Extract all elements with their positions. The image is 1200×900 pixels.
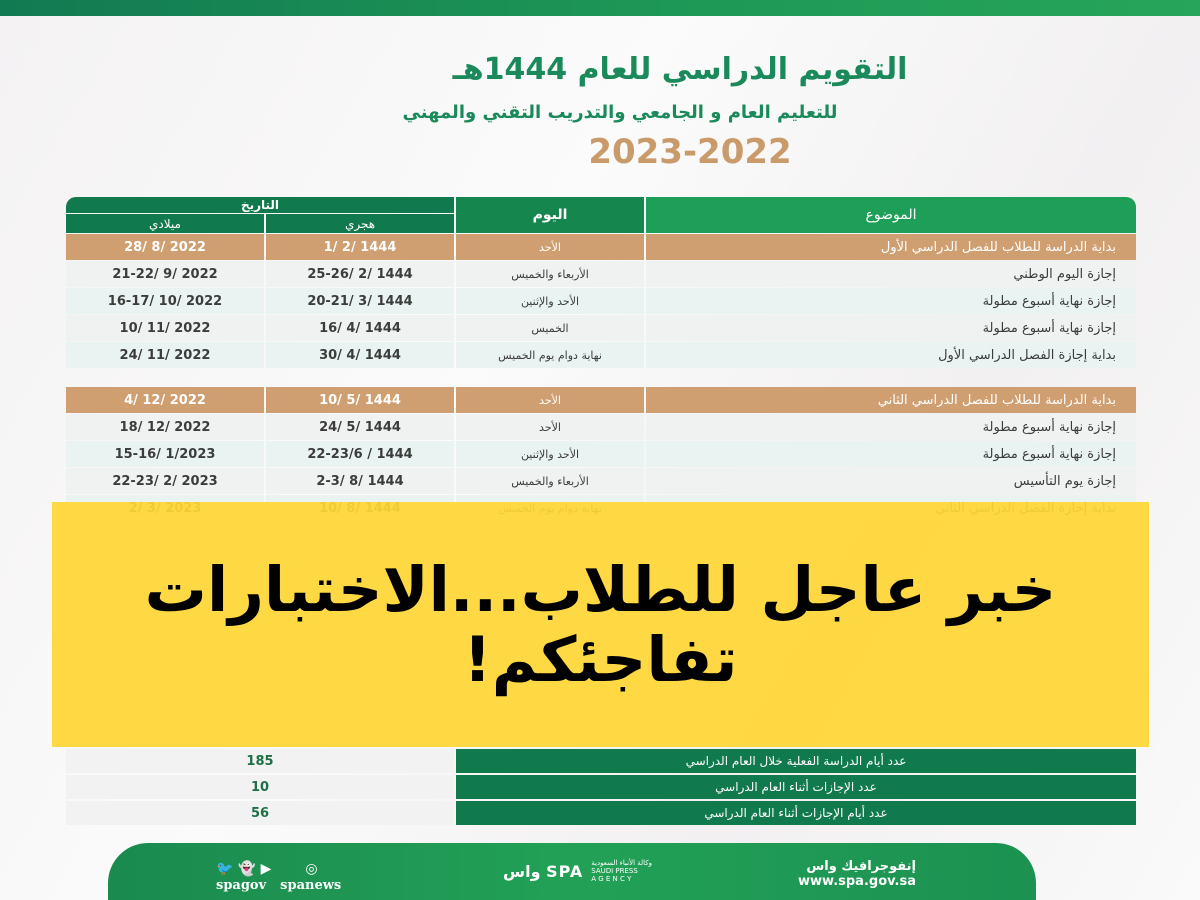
cell-subject: إجازة نهاية أسبوع مطولة: [646, 414, 1136, 440]
footer: [108, 843, 1036, 900]
page-subtitle: للتعليم العام و الجامعي والتدريب التقني والمهني: [402, 102, 838, 123]
summary-label: عدد أيام الإجازات أثناء العام الدراسي: [456, 801, 1136, 825]
spa-logo-mark: واس SPA: [503, 861, 584, 881]
table-row: [66, 315, 1136, 341]
cell-hijri: 25-26/ 2/ 1444: [266, 261, 454, 287]
table-row: [66, 288, 1136, 314]
table-row: [66, 261, 1136, 287]
cell-day: الأحد والإثنين: [456, 288, 644, 314]
instagram-icon[interactable]: ◎: [305, 861, 318, 877]
cell-subject: إجازة اليوم الوطني: [646, 261, 1136, 287]
summary-label: عدد أيام الدراسة الفعلية خلال العام الدراسي: [456, 749, 1136, 773]
spa-name-en: SAUDI PRESS: [591, 867, 638, 875]
social-links: [216, 861, 341, 893]
table-row: [66, 468, 1136, 494]
cell-gregorian: 21-22/ 9/ 2022: [66, 261, 264, 287]
calendar-table: [66, 197, 1136, 521]
cell-subject: بداية إجازة الفصل الدراسي الأول: [646, 342, 1136, 368]
breaking-news-banner: [52, 502, 1149, 747]
table-row: [66, 387, 1136, 413]
summary-value: 185: [66, 749, 454, 773]
summary-row: [66, 749, 1136, 773]
cell-hijri: 30/ 4/ 1444: [266, 342, 454, 368]
page-title: التقويم الدراسي للعام 1444هـ: [452, 52, 908, 87]
brand: [798, 859, 916, 889]
cell-hijri: 16/ 4/ 1444: [266, 315, 454, 341]
summary-label: عدد الإجازات أثناء العام الدراسي: [456, 775, 1136, 799]
cell-subject: إجازة نهاية أسبوع مطولة: [646, 441, 1136, 467]
cell-subject: إجازة نهاية أسبوع مطولة: [646, 315, 1136, 341]
cell-day: نهاية دوام يوم الخميس: [456, 342, 644, 368]
cell-hijri: 2-3/ 8/ 1444: [266, 468, 454, 494]
cell-hijri: 1/ 2/ 1444: [266, 234, 454, 260]
table-row: [66, 441, 1136, 467]
cell-day: الأحد: [456, 387, 644, 413]
table-header: [66, 197, 1136, 233]
summary-row: [66, 801, 1136, 825]
cell-day: الأربعاء والخميس: [456, 468, 644, 494]
cell-gregorian: 16-17/ 10/ 2022: [66, 288, 264, 314]
summary-value: 56: [66, 801, 454, 825]
cell-subject: إجازة يوم التأسيس: [646, 468, 1136, 494]
handle-spagov[interactable]: spagov: [216, 878, 267, 893]
cell-day: الأحد: [456, 414, 644, 440]
cell-gregorian: 15-16/ 1/2023: [66, 441, 264, 467]
cell-gregorian: 22-23/ 2/ 2023: [66, 468, 264, 494]
cell-gregorian: 24/ 11/ 2022: [66, 342, 264, 368]
col-hijri: هجري: [266, 214, 454, 233]
handle-spanews[interactable]: spanews: [280, 878, 342, 893]
spa-name-ar: وكالة الأنباء السعودية: [591, 859, 652, 867]
social-icons[interactable]: 🐦 👻 ▶: [216, 861, 272, 877]
spa-name-en2: A G E N C Y: [591, 875, 632, 883]
cell-day: الخميس: [456, 315, 644, 341]
spa-logo: [503, 859, 652, 883]
table-row: [66, 342, 1136, 368]
col-gregorian: ميلادي: [66, 214, 264, 233]
cell-gregorian: 18/ 12/ 2022: [66, 414, 264, 440]
cell-hijri: 10/ 5/ 1444: [266, 387, 454, 413]
cell-day: الأحد والإثنين: [456, 441, 644, 467]
table-row: [66, 234, 1136, 260]
cell-gregorian: 4/ 12/ 2022: [66, 387, 264, 413]
cell-subject: بداية الدراسة للطلاب للفصل الدراسي الثاني: [646, 387, 1136, 413]
cell-day: الأربعاء والخميس: [456, 261, 644, 287]
brand-name: إنفوجرافيك واس: [806, 859, 916, 874]
banner-headline-line1: خبر عاجل للطلاب...الاختبارات: [144, 552, 1057, 626]
col-subject: الموضوع: [646, 197, 1136, 233]
cell-gregorian: 28/ 8/ 2022: [66, 234, 264, 260]
cell-day: الأحد: [456, 234, 644, 260]
cell-hijri: 22-23/6 / 1444: [266, 441, 454, 467]
cell-hijri: 24/ 5/ 1444: [266, 414, 454, 440]
col-day: اليوم: [456, 197, 644, 233]
cell-subject: بداية الدراسة للطلاب للفصل الدراسي الأول: [646, 234, 1136, 260]
cell-subject: إجازة نهاية أسبوع مطولة: [646, 288, 1136, 314]
table-row: [66, 414, 1136, 440]
website-link[interactable]: www.spa.gov.sa: [798, 874, 916, 889]
top-green-band: [0, 0, 1200, 16]
summary-value: 10: [66, 775, 454, 799]
cell-hijri: 20-21/ 3/ 1444: [266, 288, 454, 314]
year-range: 2023-2022: [588, 132, 792, 172]
col-date: التاريخ: [66, 197, 454, 213]
summary-row: [66, 775, 1136, 799]
banner-headline-line2: تفاجئكم!: [463, 622, 738, 696]
cell-gregorian: 10/ 11/ 2022: [66, 315, 264, 341]
